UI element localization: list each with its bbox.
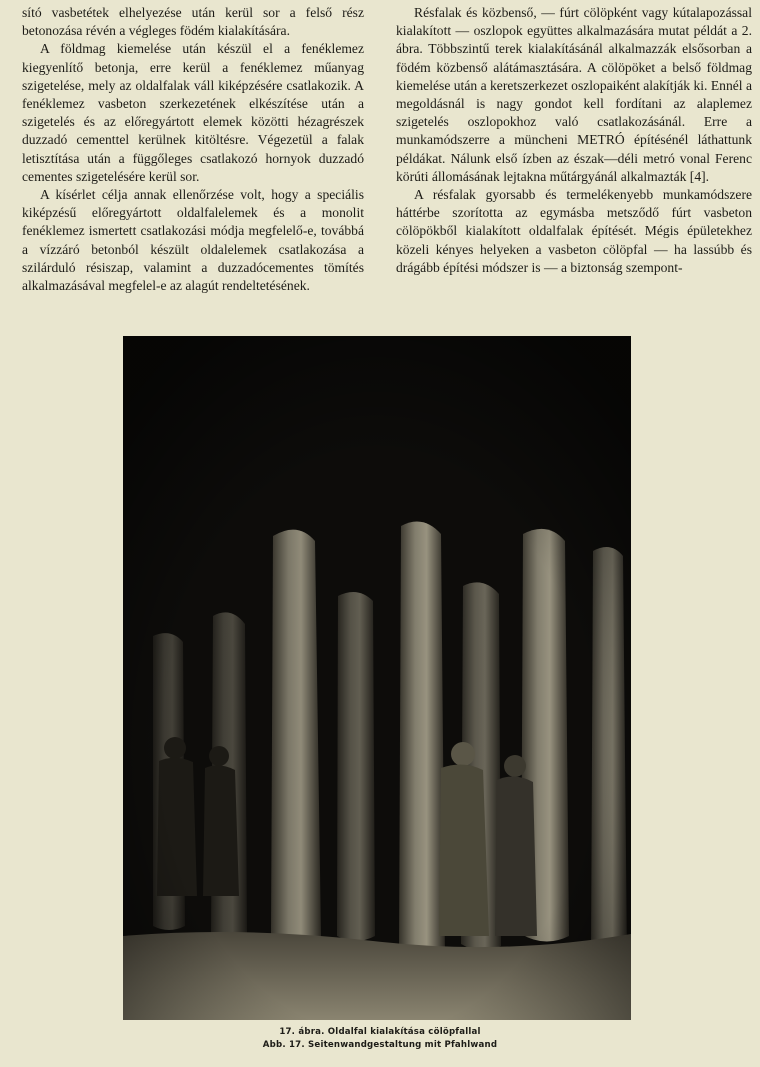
paragraph: A földmag kiemelése után készül el a fenéklemez kiegyenlítő betonja, erre kerül a fenéklemez műanyag szigetelése, mely az oldalfalak váll kiképzésére csatlakozik. A fenéklemez vasbeton szerkezetének elkészítése után a szigetelés és az előregyártott elemek közötti hézagrészek duzzadó cementtel kerülnek kitöltésre. Végezetül a falak letisztítása után a függőleges csatlakozó hornyok duzzadó cementes szigetelésére kerül sor. [22,41,364,184]
pile-wall-photo [123,336,631,1020]
caption-hungarian: 17. ábra. Oldalfal kialakítása cölöpfallal [279,1027,481,1037]
paragraph: A résfalak gyorsabb és termelékenyebb munkamódszere háttérbe szorította az egymásba metsződő fúrt vasbeton cölöpökből kialakított oldalfalak építését. Mégis épületekhez közeli kényes helyeken a vasbeton cölöpfal — ha lassúbb és drágább építési módszer is — a biztonság szempont- [396,187,752,275]
paragraph: Résfalak és közbenső, — fúrt cölöpként vagy kútalapozással kialakított — oszlopok együttes alkalmazására mutat példát a 2. ábra. Többszintű terek kialakításánál alkalmazzák elsősorban a födém közbenső alátámasztására. A cölöpöket a belső földmag kiemelése után a keretszerkezet oszlopaiként alakítják ki. Ennél a megoldásnál is nagy gondot kell fordítani az alaplemez szigetelés oszlopokhoz való csatlakozásánál. Erre a munkamódszerre a müncheni METRÓ építésénél láthattunk példákat. Nálunk első ízben az észak—déli metró vonal Ferenc körúti állomásának lejtakna műtárgyánál alkalmazták [4]. [396,5,752,184]
paragraph: sító vasbetétek elhelyezése után kerül sor a felső rész betonozása révén a végleges födém kialakítására. [22,5,364,39]
left-text-column [22,4,364,295]
paragraph: A kísérlet célja annak ellenőrzése volt, hogy a speciális kiképzésű előregyártott oldalfalelemek és a monolit fenéklemez ismertett csatlakozási módja megfelelő-e, továbbá a vízzáró betonból készült oldalelemek csatlakozása a szilárduló résiszap, valamint a duzzadócementes tömítés alkalmazásával megfelel-e az alagút rendeltetésének. [22,187,364,294]
pile-wall-illustration [123,336,631,1020]
caption-german: Abb. 17. Seitenwandgestaltung mit Pfahlwand [262,1040,498,1050]
figure-caption [0,1026,760,1052]
right-text-column [396,4,752,277]
